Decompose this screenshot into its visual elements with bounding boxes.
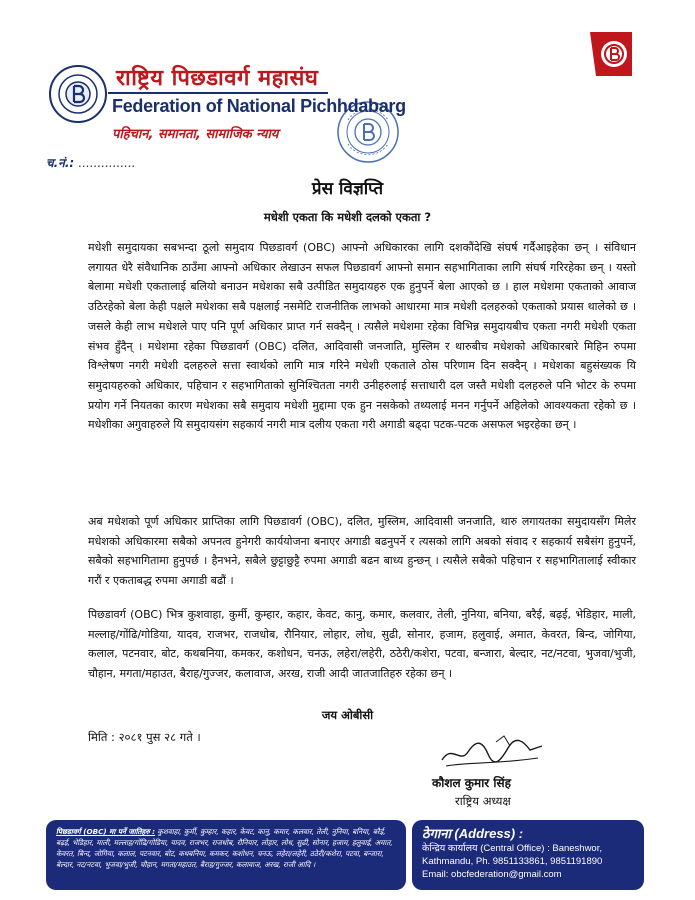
- handwritten-signature: [438, 728, 548, 774]
- signatory-name: कौशल कुमार सिंह: [432, 776, 511, 790]
- address-phone: Kathmandu, Ph. 9851133861, 9851191890: [422, 856, 603, 867]
- federation-logo: [48, 64, 108, 124]
- brand-mark-icon: [586, 30, 634, 78]
- footer-caste-text: कुशवाहा, कुर्मी, कुम्हार, कहार, केवट, कानु, कमार, कलवार, तेली, नुनिया, बनिया, बरैई, बढ़ई, भेडिहार, माली, मल्लाह/गोंढि/गोडिया, यादव, राजभर, राजधोब, रौनियार, लोहार, लोध, सुढी, सोनार, हजाम, हलुवाई, अमात, केवरत, बिन्द, जोगिया, कलाल, पटनवार, बोट, कथबनिया, कमकर, कशोधन, चनऊ, लहेरा/लहेरी, ठठेरी/कशेरा, पटवा, बन्जारा, बेल्दार, नट/नटवा, भुजवा/भुजी, चौहान, मगता/महाउत, बैराह/गुज्जर, कलावाज, अरख, राजी आदि ।: [56, 827, 393, 869]
- closing-slogan: जय ओबीसी: [321, 708, 374, 722]
- paragraph-2: अब मधेशको पूर्ण अधिकार प्राप्तिका लागि पिछडावर्ग (OBC), दलित, मुस्लिम, आदिवासी जनजाति, थारु लगायतका समुदायसँग मिलेर मधेशको अधिकारमा सबैको अपनत्व हुनेगरी कार्ययोजना बनाएर अगाडी बढनुपर्ने र त्यसको लागि अबको संवाद र सहकार्य सबैसंग हुनुपर्ने, सबैको सहभागितामा हुनुपर्छ । हैनभने, सबैले छुट्टाछुट्टै रुपमा अगाडी बढन बाध्य हुन्छन् । त्यसैले सबैको पहिचान र सहभागितालाई स्वीकार गरौं र एकताबद्ध रुपमा अगाडी बढौं ।: [88, 515, 636, 588]
- reference-label: च.नं.:: [46, 156, 75, 170]
- reference-value: ...............: [78, 156, 136, 170]
- org-name-nepali: राष्ट्रिय पिछडावर्ग महासंघ: [116, 66, 319, 91]
- reference-number: [46, 154, 136, 171]
- org-name-english: Federation of National Pichhdabarg: [112, 96, 406, 116]
- org-slogan: पहिचान, समानता, सामाजिक न्याय: [112, 127, 279, 142]
- issue-date: मिति : २०८१ पुस २८ गते ।: [88, 730, 201, 744]
- document-subtitle: मधेशी एकता कि मधेशी दलको एकता ?: [263, 210, 432, 224]
- footer-address: [412, 820, 644, 890]
- footer-caste-label: पिछडावर्ग (OBC) मा पर्ने जातिहरु :: [56, 827, 156, 836]
- address-email[interactable]: Email: obcfederation@gmail.com: [422, 869, 562, 880]
- address-title: ठेगाना (Address) :: [422, 826, 524, 841]
- document-title: प्रेस विज्ञप्ति: [311, 179, 384, 199]
- address-office: केन्द्रिय कार्यालय (Central Office) : Baneshwor,: [422, 843, 602, 854]
- paragraph-3: पिछडावर्ग (OBC) भित्र कुशवाहा, कुर्मी, कुम्हार, कहार, केवट, कानु, कमार, कलवार, तेली, नुनिया, बनिया, बरैई, बढ़ई, भेडिहार, माली, मल्लाह/गोंढि/गोडिया, यादव, राजभर, राजधोब, रौनियार, लोहार, लोध, सुढी, सोनार, हजाम, हलुवाई, अमात, केवरत, बिन्द, जोगिया, कलाल, पटनवार, बोट, कथबनिया, कमकर, कशोधन, चनऊ, लहेरा/लहेरी, ठठेरी/कशेरा, पटवा, बन्जारा, बेल्दार, नट/नटवा, भुजवा/भुजी, चौहान, मगता/महाउत, बैराह/गुज्जर, कलावाज, अरख, राजी आदी जातजातिहरु रहेका छन् ।: [88, 608, 636, 681]
- header-divider: [108, 92, 328, 94]
- footer-caste-list: [46, 820, 406, 890]
- signatory-title: राष्ट्रिय अध्यक्ष: [455, 794, 511, 808]
- paragraph-1: मधेशी समुदायका सबभन्दा ठूलो समुदाय पिछडावर्ग (OBC) आफ्नो अधिकारका लागि दशकौंदेखि संघर्ष गर्दैआइहेका छन् । संविधान लगायत धेरै संवैधानिक ठाउँमा आफ्नो अधिकार लेखाउन सफल पिछडावर्ग आफ्नो समान सहभागिताका लागि संघर्ष गरिरहेका छन् । यस्तो बेलामा मधेशी एकतालाई बलियो बनाउन मधेशका सबै उत्पीडित समुदायहरु एक हुनुपर्ने बेला आएको छ । हाल मधेशमा एकताको आवाज उठिरहेको बेला केही पक्षले मधेशका सबै पक्षलाई नसमेटि राजनीतिक लाभको आधारमा मात्र मधेशी दलहरुको एकताको प्रयास थालेको छ । जसले केही लाभ मधेशले पाए पनि पूर्ण अधिकार प्राप्त गर्न सक्दैन् । त्यसैले मधेशमा रहेका विभिन्न समुदायबीच एकता नगरी मधेशी एकता संभव हुँदैन् । मधेशमा रहेका पिछडावर्ग (OBC) दलित, आदिवासी जनजाति, मुस्लिम र थारुबीच मधेशको अधिकारबारे मिहिन रुपमा विश्लेषण नगरी मधेशी दलहरुले सत्ता स्वार्थको लागि मात्र गरिने मधेशी एकताले ठोस परिणाम दिन सक्दैन् । मधेशका बहुसंख्यक यि समुदायहरुको अधिकार, पहिचान र सहभागिताको सुनिश्चितता नगरी उनीहरुलाई सत्ताधारी दल जस्तै मधेशी दलहरुले पनि भोटर के रुपमा प्रयोग गर्ने नियतका कारण मधेशका सबै समुदाय मधेशी मुद्दामा एक हुन नसकेको तथ्यलाई मनन गर्नुपर्ने अहिलेको आवश्यकता रहेको छ । मधेशीका अगुवाहरुले यि समुदायसंग सहकार्य नगरी मात्र दलीय एकता गरी अगाडी बढ्दा पटक-पटक असफल भइरहेका छन् ।: [88, 241, 636, 432]
